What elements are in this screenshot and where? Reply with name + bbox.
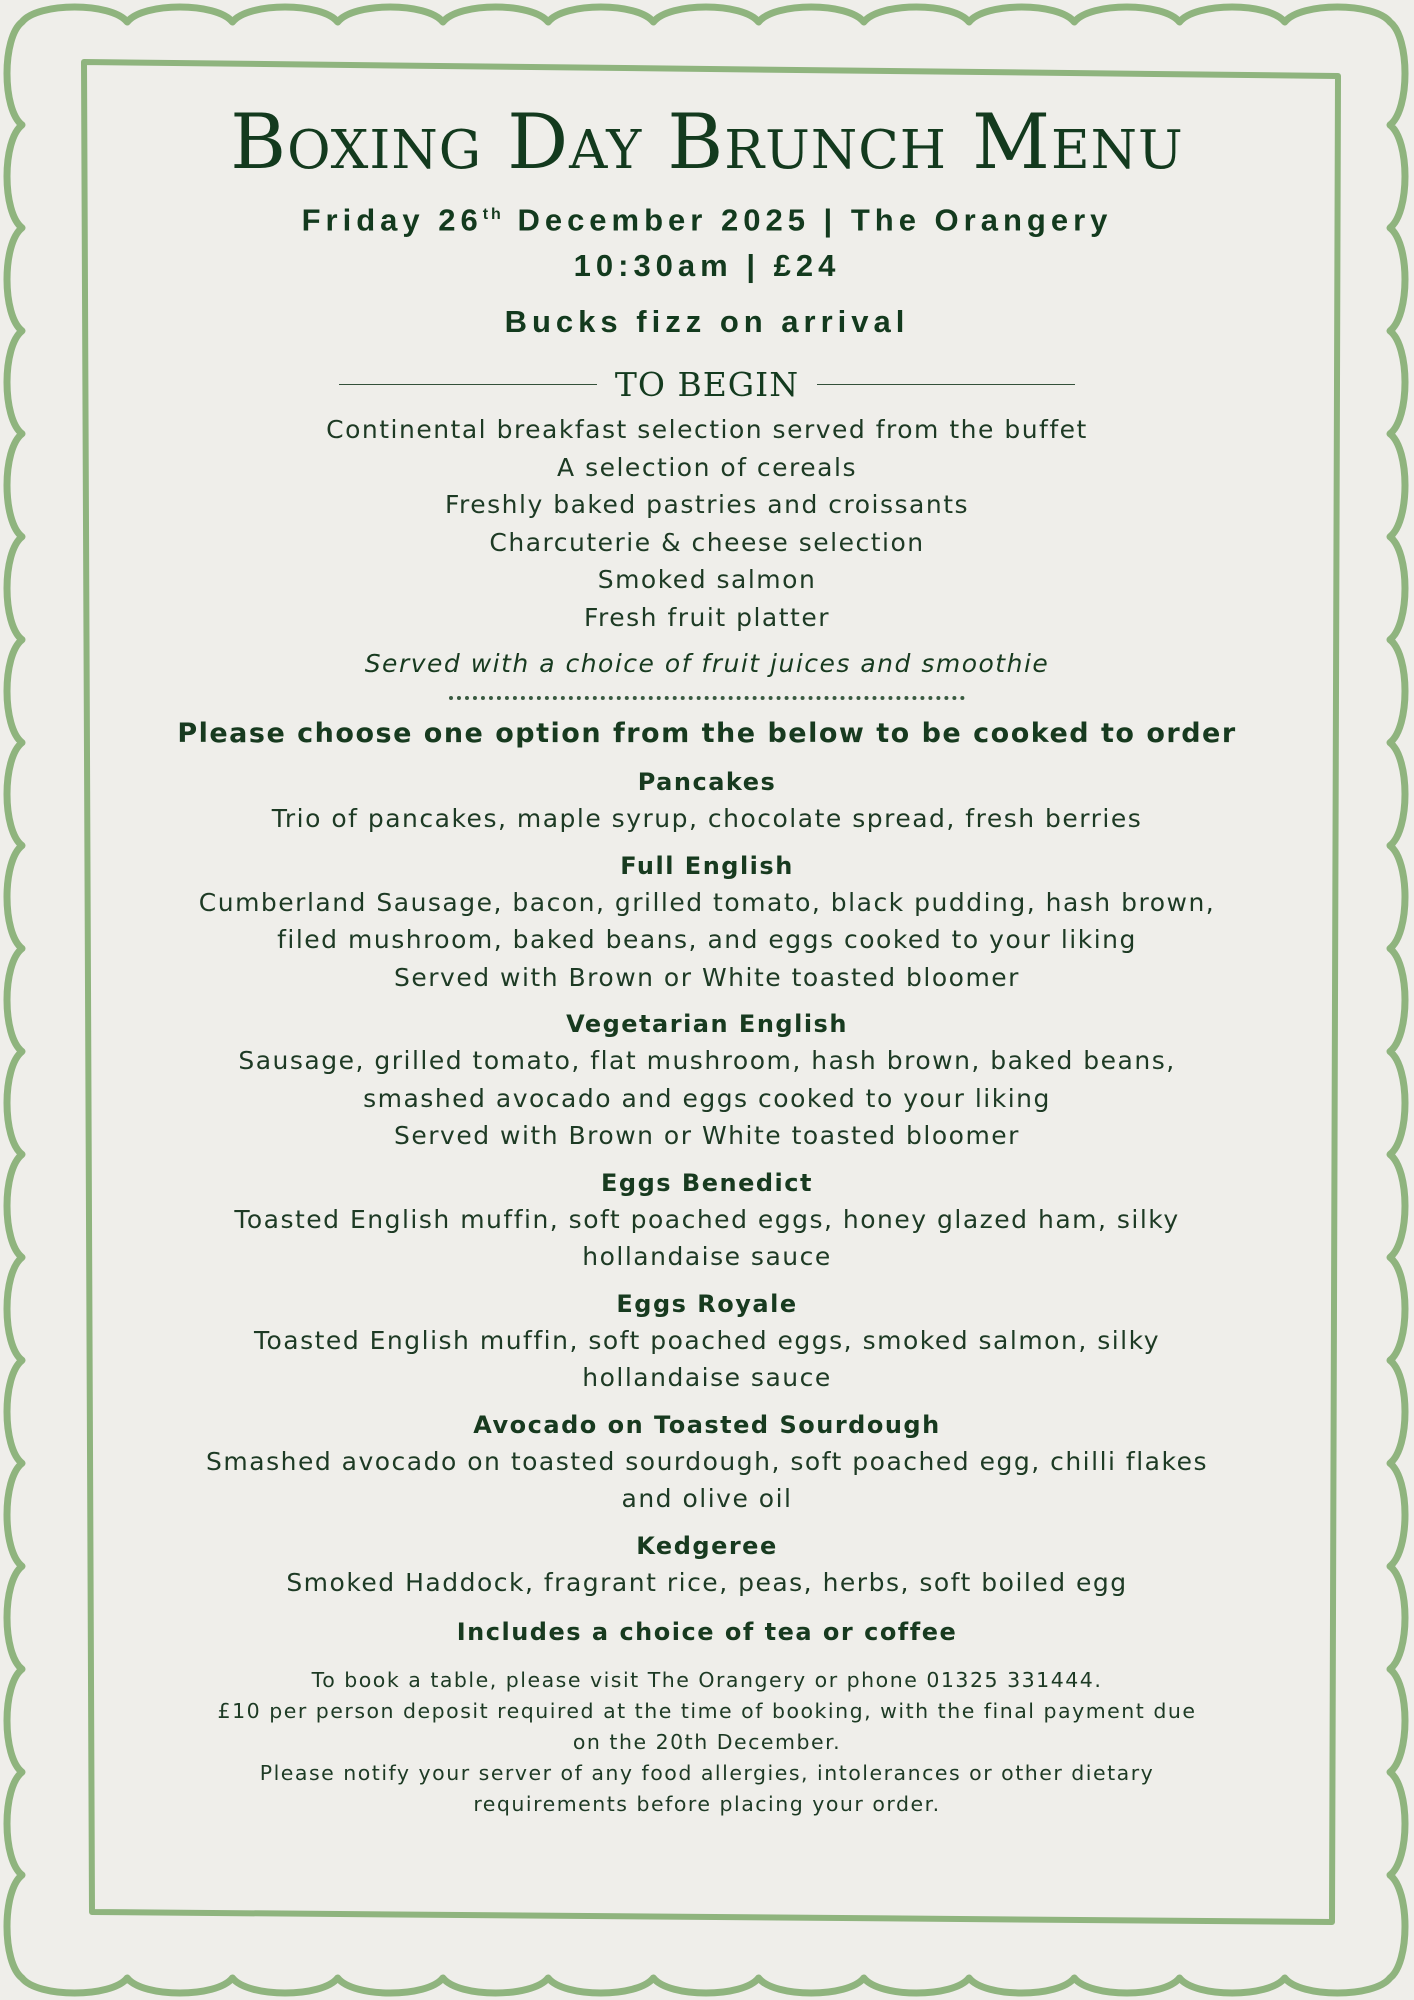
dish-description: Trio of pancakes, maple syrup, chocolate spread, fresh berries [271, 804, 1143, 834]
dish-eggs-benedict [110, 1165, 1304, 1276]
dish-eggs-royale [110, 1286, 1304, 1397]
dish-description: and olive oil [621, 1484, 793, 1514]
juices-note: Served with a choice of fruit juices and smoothie [364, 649, 1050, 679]
dish-name: Vegetarian English [566, 1010, 848, 1039]
dish-name: Eggs Royale [616, 1289, 798, 1318]
dish-pancakes [110, 764, 1304, 838]
dish-avocado-sourdough [110, 1407, 1304, 1518]
to-begin-list [110, 411, 1304, 636]
choose-heading: Please choose one option from the below to be cooked to order [177, 718, 1237, 750]
tea-coffee-note: Includes a choice of tea or coffee [456, 1618, 958, 1647]
list-item: A selection of cereals [557, 452, 857, 482]
list-item: Freshly baked pastries and croissants [444, 490, 970, 520]
list-item: Continental breakfast selection served from the buffet [326, 415, 1088, 445]
dotted-divider [449, 696, 965, 700]
dish-description: Toasted English muffin, soft poached eggs, honey glazed ham, silky [234, 1204, 1180, 1234]
to-begin-label: TO BEGIN [614, 364, 800, 404]
dish-description: hollandaise sauce [582, 1363, 832, 1393]
dish-description: Sausage, grilled tomato, flat mushroom, hash brown, baked beans, [238, 1046, 1176, 1076]
dish-description: Toasted English muffin, soft poached eggs, smoked salmon, silky [253, 1325, 1161, 1355]
footer-line: on the 20th December. [572, 1730, 842, 1755]
list-item: Fresh fruit platter [583, 602, 830, 632]
to-begin-heading [110, 361, 1304, 407]
dish-full-english [110, 848, 1304, 997]
footer-line: £10 per person deposit required at the time of booking, with the final payment due [217, 1699, 1197, 1724]
footer-line: requirements before placing your order. [473, 1792, 941, 1817]
dish-name: Avocado on Toasted Sourdough [473, 1410, 941, 1439]
dish-name: Eggs Benedict [601, 1168, 813, 1197]
dish-description: Cumberland Sausage, bacon, grilled tomato, black pudding, hash brown, [198, 887, 1216, 917]
heading-rule-right [817, 384, 1075, 385]
list-item: Charcuterie & cheese selection [489, 527, 925, 557]
dish-description: Served with Brown or White toasted bloomer [394, 1121, 1020, 1151]
footer-line: To book a table, please visit The Orangery or phone 01325 331444. [311, 1668, 1103, 1693]
date-suffix: th [482, 206, 504, 223]
menu-title: Boxing Day Brunch Menu [230, 97, 1184, 186]
event-date: Friday 26 [301, 202, 483, 238]
event-venue: December 2025 | The Orangery [503, 202, 1113, 238]
event-date-venue [110, 192, 1304, 243]
dish-description: Served with Brown or White toasted bloomer [394, 962, 1020, 992]
booking-info [110, 1665, 1304, 1820]
dish-name: Pancakes [637, 768, 777, 797]
footer-line: Please notify your server of any food allergies, intolerances or other dietary [259, 1761, 1155, 1786]
dish-name: Kedgeree [636, 1531, 778, 1560]
dish-description: smashed avocado and eggs cooked to your liking [363, 1083, 1051, 1113]
heading-rule-left [339, 384, 597, 385]
menu-content [110, 92, 1304, 1820]
dish-description: Smoked Haddock, fragrant rice, peas, herbs, soft boiled egg [286, 1567, 1128, 1597]
arrival-drink: Bucks fizz on arrival [504, 304, 910, 340]
dish-name: Full English [620, 851, 794, 880]
dish-kedgeree [110, 1528, 1304, 1602]
list-item: Smoked salmon [597, 565, 817, 595]
dish-description: hollandaise sauce [582, 1242, 832, 1272]
dish-description: Smashed avocado on toasted sourdough, soft poached egg, chilli flakes [206, 1446, 1208, 1476]
dish-description: filed mushroom, baked beans, and eggs cooked to your liking [277, 925, 1137, 955]
event-time-price: 10:30am | £24 [573, 248, 841, 284]
dish-vegetarian-english [110, 1006, 1304, 1155]
